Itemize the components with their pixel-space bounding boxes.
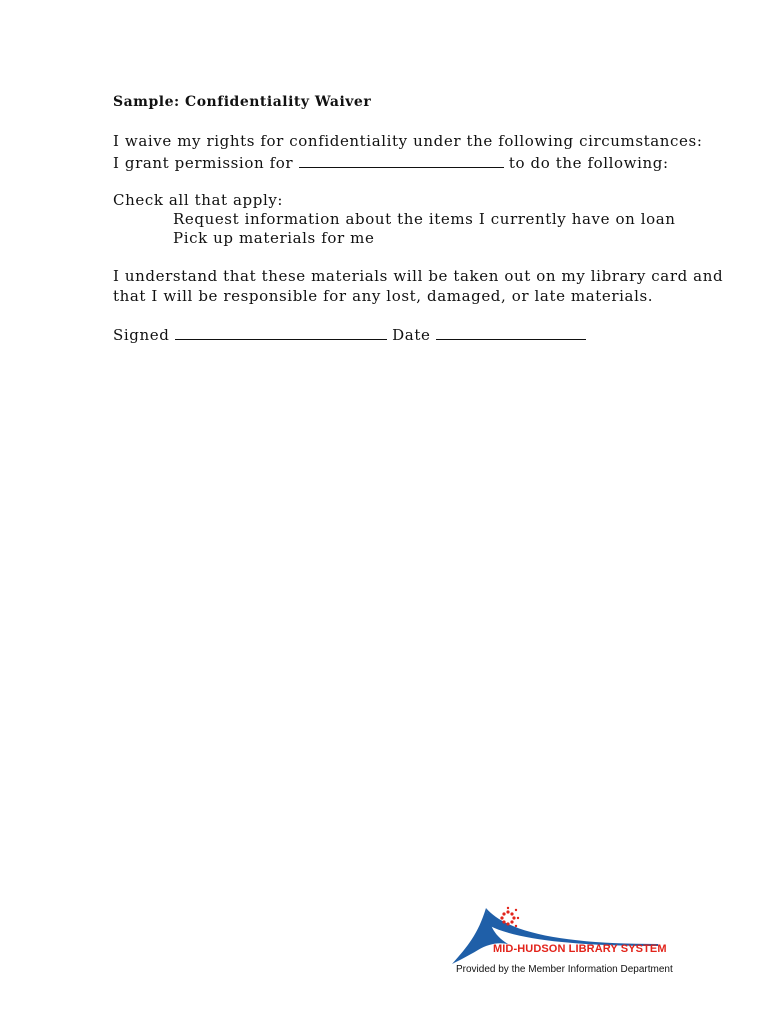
permission-name-blank[interactable]: [299, 153, 504, 168]
waiver-statement: I waive my rights for confidentiality under the following circumstances:: [113, 132, 703, 150]
permission-label: I grant permission for: [113, 154, 294, 172]
signature-blank[interactable]: [175, 325, 387, 340]
permission-line: [113, 153, 669, 172]
mountain-logo-icon: [448, 904, 668, 968]
permission-suffix: to do the following:: [508, 154, 669, 172]
date-blank[interactable]: [436, 325, 586, 340]
footer-note: Provided by the Member Information Department: [456, 964, 673, 975]
date-label: Date: [392, 326, 431, 344]
signature-line: [113, 325, 586, 344]
option-pick-up[interactable]: Pick up materials for me: [173, 229, 375, 247]
logo-wordmark: MID-HUDSON LIBRARY SYSTEM: [493, 943, 667, 955]
check-heading: Check all that apply:: [113, 191, 284, 209]
document-title: Sample: Confidentiality Waiver: [113, 94, 372, 110]
library-logo: [448, 904, 673, 984]
option-request-info[interactable]: Request information about the items I currently have on loan: [173, 210, 676, 228]
understanding-line-1: I understand that these materials will be taken out on my library card and: [113, 267, 724, 285]
signed-label: Signed: [113, 326, 170, 344]
understanding-line-2: that I will be responsible for any lost, damaged, or late materials.: [113, 287, 654, 305]
